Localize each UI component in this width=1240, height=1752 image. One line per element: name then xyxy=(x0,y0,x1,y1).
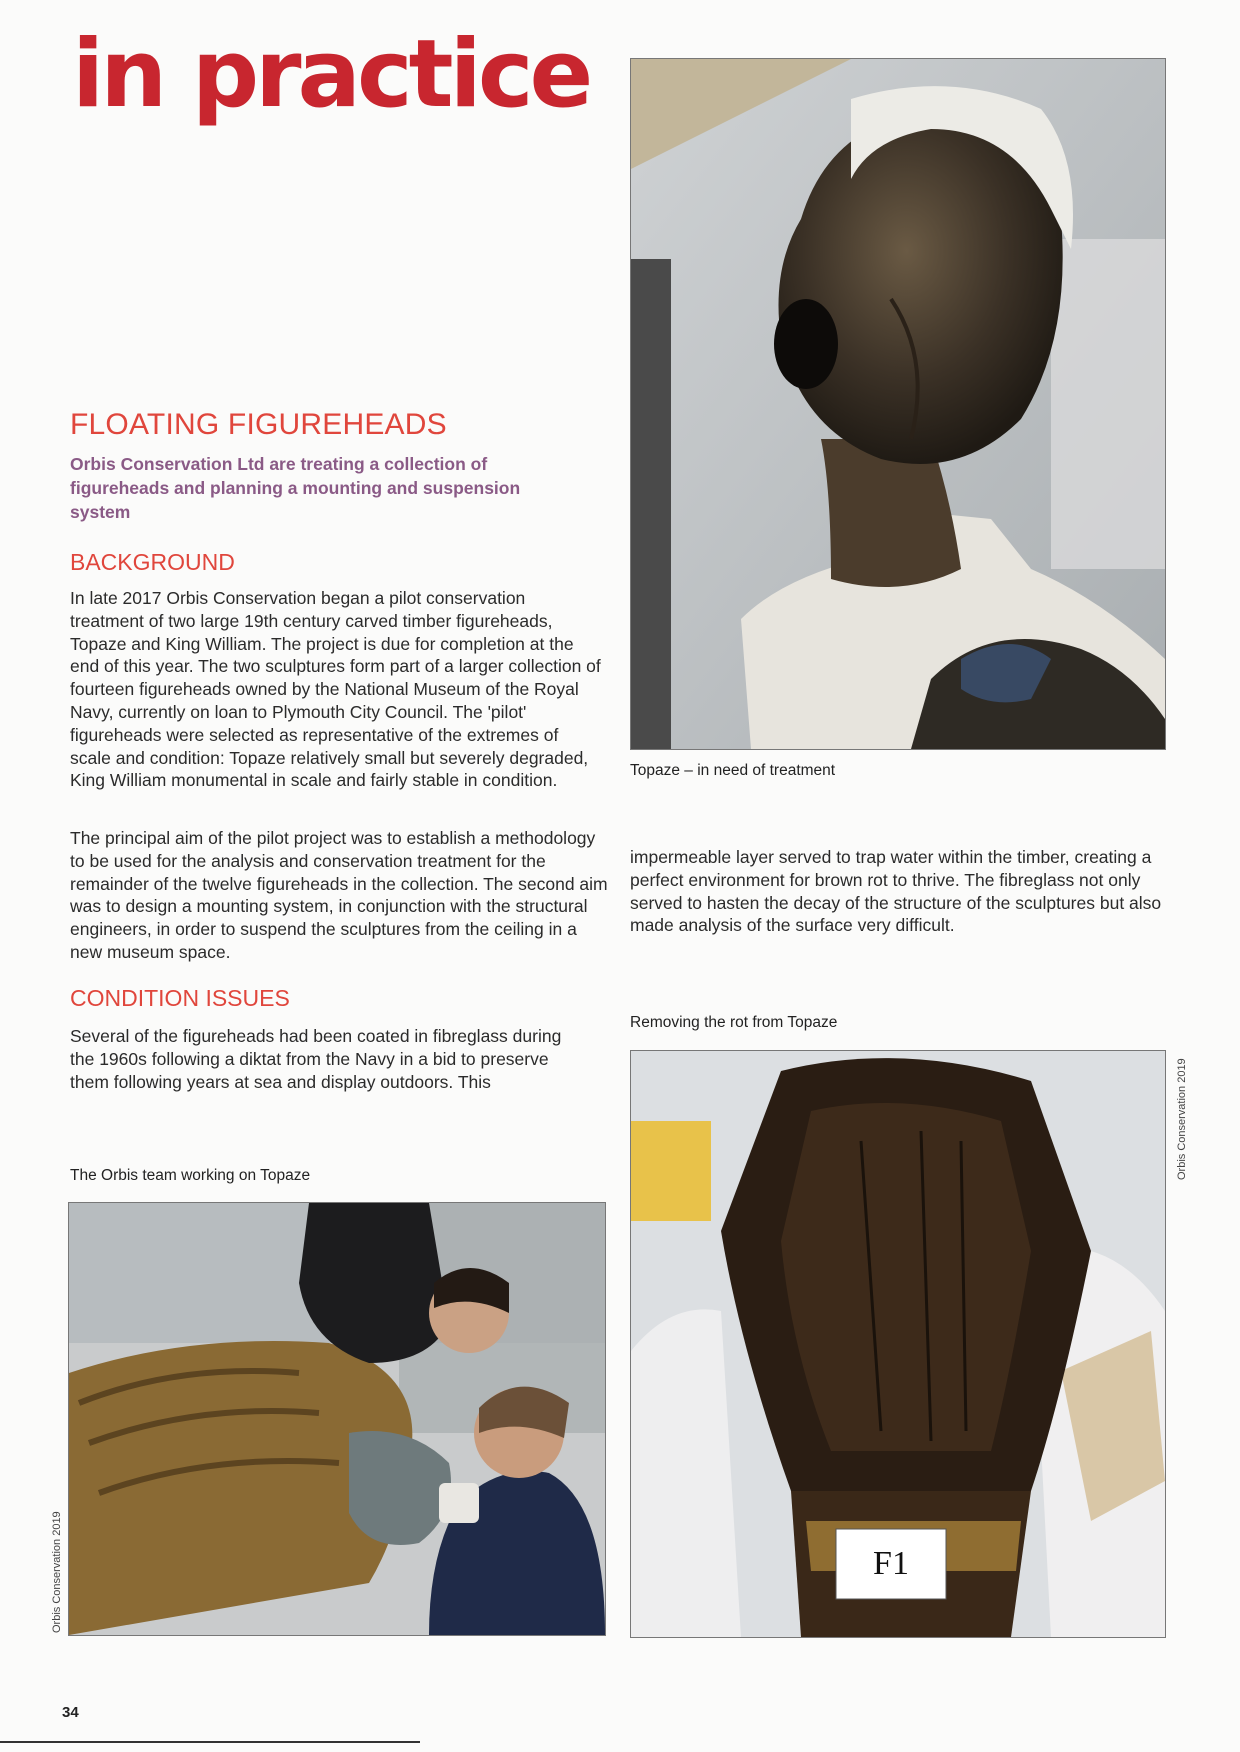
topaze-photo-caption: Topaze – in need of treatment xyxy=(630,762,836,779)
removing-rot-caption: Removing the rot from Topaze xyxy=(630,1014,838,1031)
condition-paragraph-continued: impermeable layer served to trap water within the timber, creating a perfect environment for brown rot to thrive. The fibreglass not only served to hasten the decay of the structure of the sculptures but also made analysis of the surface very difficult. xyxy=(630,847,1162,936)
article-standfirst: Orbis Conservation Ltd are treating a collection of figureheads and planning a mounting and suspension system xyxy=(70,454,521,522)
background-paragraph-1: In late 2017 Orbis Conservation began a pilot conservation treatment of two large 19th century carved timber figureheads, Topaze and King William. The project is due for completion at the end of this year. The two sculptures form part of a larger collection of fourteen figureheads owned by the National Museum of the Royal Navy, currently on loan to Plymouth City Council. The 'pilot' figureheads were selected as representative of the extremes of scale and condition: Topaze relatively small but severely degraded, King William monumental in scale and fairly stable in condition. xyxy=(70,588,601,791)
team-photo-caption: The Orbis team working on Topaze xyxy=(70,1167,311,1184)
team-working-photo xyxy=(68,1202,606,1636)
side-credit-right: Orbis Conservation 2019 xyxy=(1176,1058,1188,1180)
background-paragraph-2: The principal aim of the pilot project was to establish a methodology to be used for the analysis and conservation treatment for the remainder of the twelve figureheads in the collection. The second aim was to design a mounting system, in conjunction with the structural engineers, in order to suspend the sculptures from the ceiling in a new museum space. xyxy=(70,828,608,962)
section-masthead: in practice xyxy=(72,20,590,129)
removing-rot-photo xyxy=(630,1050,1166,1638)
article-headline: FLOATING FIGUREHEADS xyxy=(70,408,447,441)
side-credit-left: Orbis Conservation 2019 xyxy=(51,1511,63,1633)
topaze-figurehead-photo xyxy=(630,58,1166,750)
condition-heading: CONDITION ISSUES xyxy=(70,985,290,1011)
footer-rule xyxy=(0,1741,420,1743)
page-number: 34 xyxy=(62,1704,79,1721)
photo-label-f1: F1 xyxy=(873,1545,909,1582)
background-heading: BACKGROUND xyxy=(70,549,235,575)
condition-paragraph: Several of the figureheads had been coated in fibreglass during the 1960s following a diktat from the Navy in a bid to preserve them following years at sea and display outdoors. This xyxy=(70,1026,562,1092)
